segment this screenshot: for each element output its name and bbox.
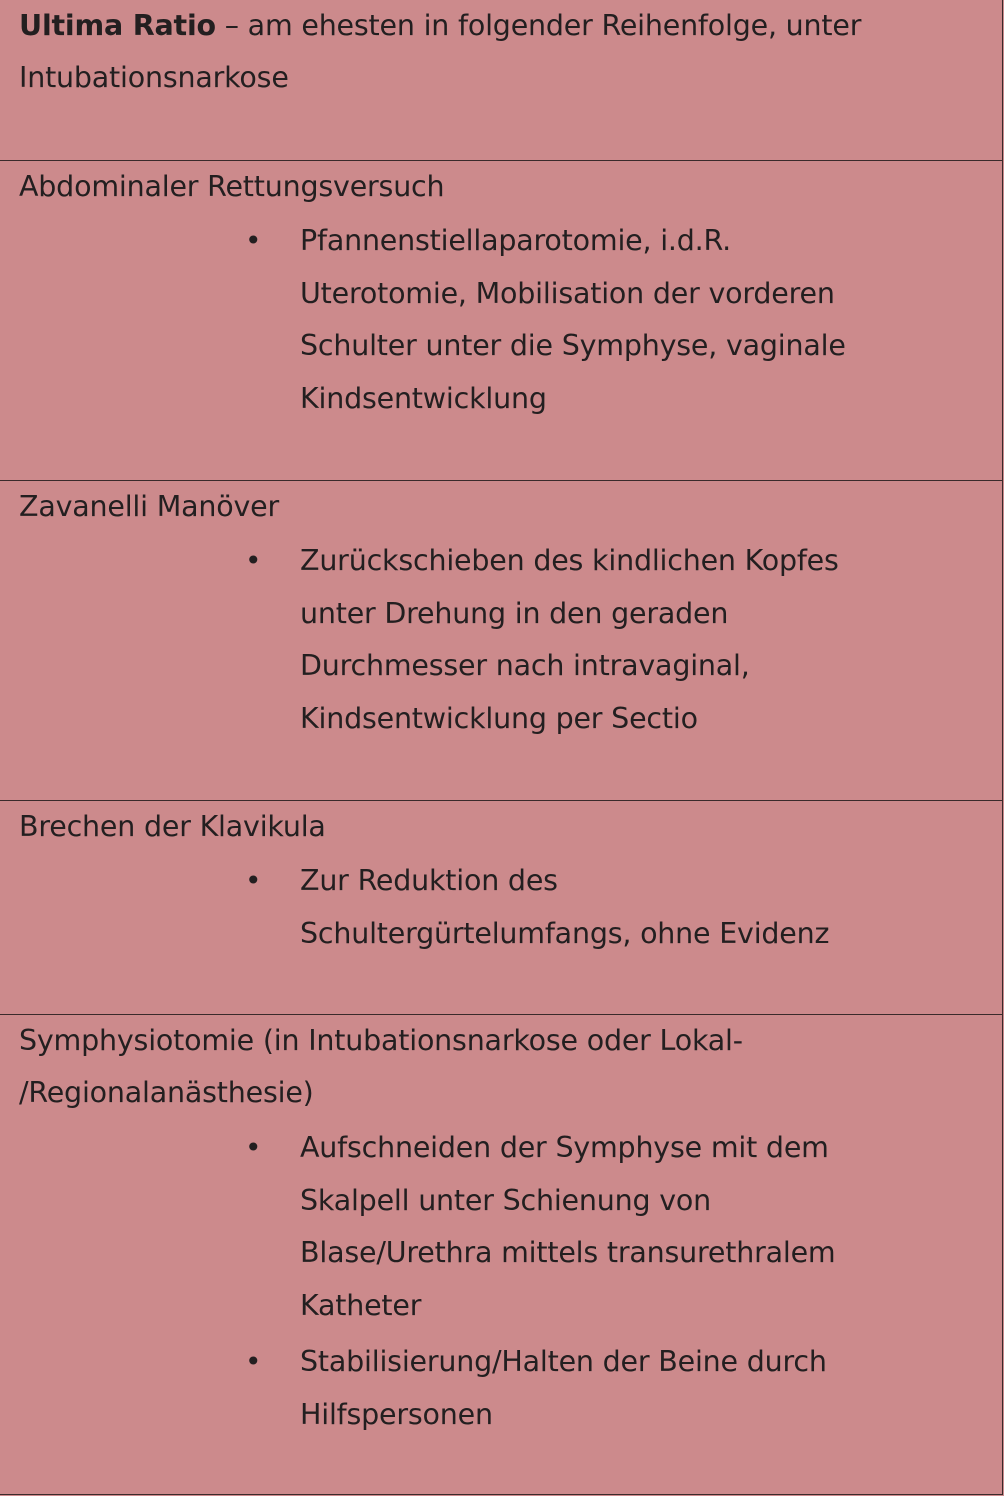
row-ultima-ratio: [0, 0, 1002, 161]
list-item: [245, 215, 945, 425]
row-abdominaler-rettungsversuch: [0, 161, 1002, 481]
list-item: [245, 1336, 945, 1441]
heading-rest: – am ehesten in folgender Reihenfolge, unter: [215, 9, 862, 42]
bullet-text: Zurückschieben des kindlichen Kopfes unter Drehung in den geraden Durchmesser nach intravaginal, Kindsentwicklung per Sectio: [300, 544, 839, 735]
row-heading: Symphysiotomie (in Intubationsnarkose oder Lokal-: [19, 1024, 743, 1057]
bullet-list: [245, 215, 945, 425]
row-heading: Abdominaler Rettungsversuch: [19, 170, 445, 203]
bullet-list: [245, 855, 945, 960]
bullet-list: [245, 1122, 945, 1441]
bullet-icon: •: [245, 1345, 262, 1378]
list-item: [245, 855, 945, 960]
list-item: [245, 535, 945, 745]
row-brechen-der-klavikula: [0, 801, 1002, 1015]
bullet-icon: •: [245, 544, 262, 577]
bullet-text: Pfannenstiellaparotomie, i.d.R. Uterotomie, Mobilisation der vorderen Schulter unter die Symphyse, vaginale Kindsentwicklung: [300, 224, 846, 415]
row-heading: Brechen der Klavikula: [19, 810, 326, 843]
bullet-icon: •: [245, 224, 262, 257]
bullet-text: Stabilisierung/Halten der Beine durch Hilfspersonen: [300, 1345, 827, 1431]
bullet-text: Zur Reduktion des Schultergürtelumfangs, ohne Evidenz: [300, 864, 830, 950]
row-heading: Zavanelli Manöver: [19, 490, 280, 523]
list-item: [245, 1122, 945, 1332]
bullet-text: Aufschneiden der Symphyse mit dem Skalpell unter Schienung von Blase/Urethra mittels transurethralem Katheter: [300, 1131, 836, 1322]
row-heading: [19, 0, 861, 52]
row-zavanelli-manoever: [0, 481, 1002, 801]
heading-line-2: /Regionalanästhesie): [19, 1076, 314, 1109]
heading-bold: Ultima Ratio: [19, 9, 216, 42]
bullet-list: [245, 535, 945, 745]
row-symphysiotomie: [0, 1015, 1002, 1495]
heading-line-2: Intubationsnarkose: [19, 61, 289, 94]
bullet-icon: •: [245, 1131, 262, 1164]
bullet-icon: •: [245, 864, 262, 897]
